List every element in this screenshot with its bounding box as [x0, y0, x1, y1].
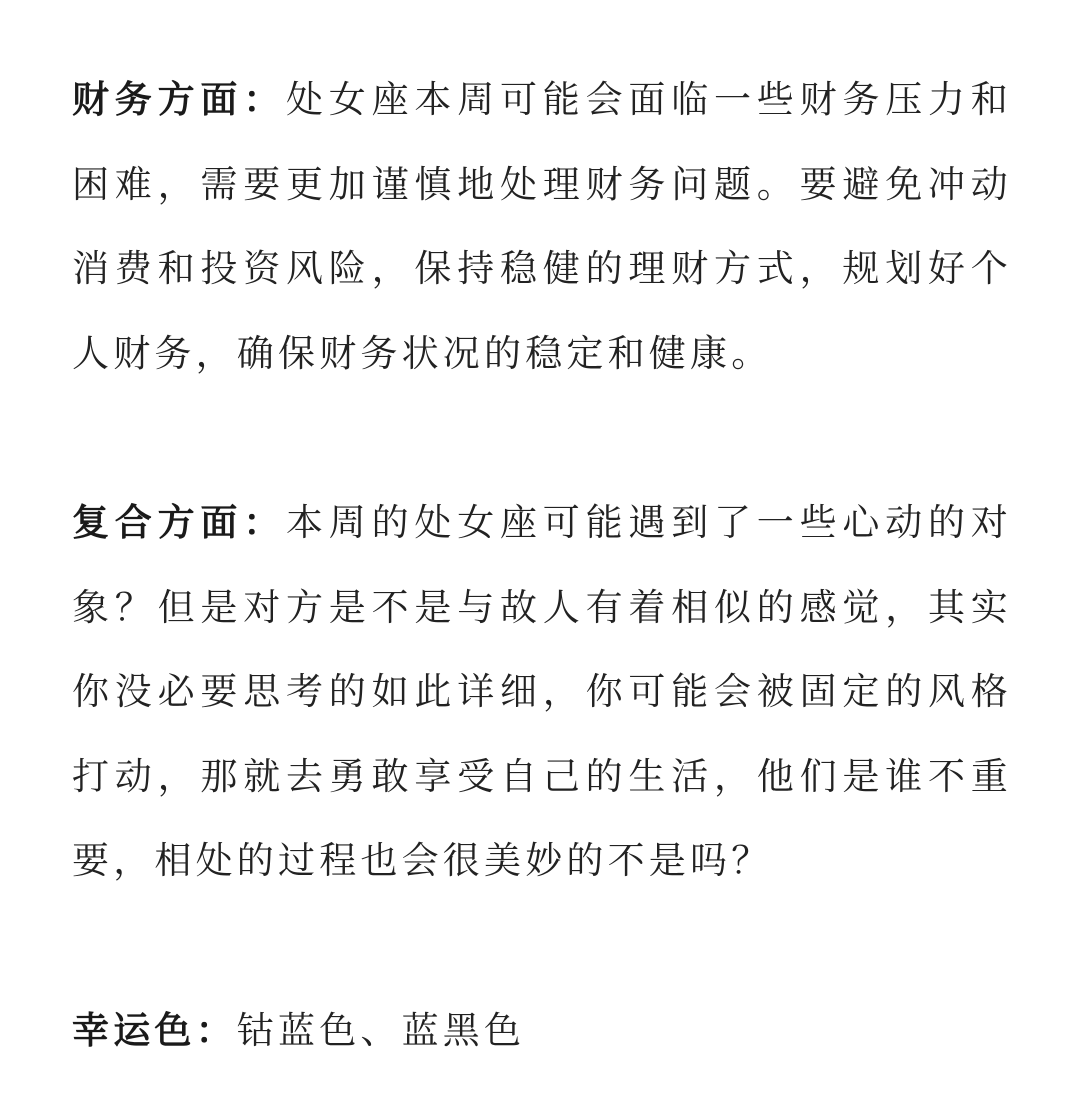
finance-text: 处女座本周可能会面临一些财务压力和困难，需要更加谨慎地处理财务问题。要避免冲动消费和投资风险，保持稳健的理财方式，规划好个人财务，确保财务状况的稳定和健康。 — [72, 78, 1012, 375]
reunion-label: 复合方面： — [72, 501, 286, 544]
lucky-color-text: 钴蓝色、蓝黑色 — [236, 1008, 526, 1052]
horoscope-article — [72, 58, 1012, 1073]
lucky-color-paragraph — [72, 989, 1012, 1074]
reunion-paragraph — [72, 481, 1012, 904]
finance-paragraph — [72, 58, 1012, 396]
reunion-text: 本周的处女座可能遇到了一些心动的对象？但是对方是不是与故人有着相似的感觉，其实你没必要思考的如此详细，你可能会被固定的风格打动，那就去勇敢享受自己的生活，他们是谁不重要，相处的过程也会很美妙的不是吗？ — [72, 501, 1012, 882]
lucky-color-label: 幸运色： — [72, 1008, 237, 1052]
finance-label: 财务方面： — [72, 78, 286, 121]
